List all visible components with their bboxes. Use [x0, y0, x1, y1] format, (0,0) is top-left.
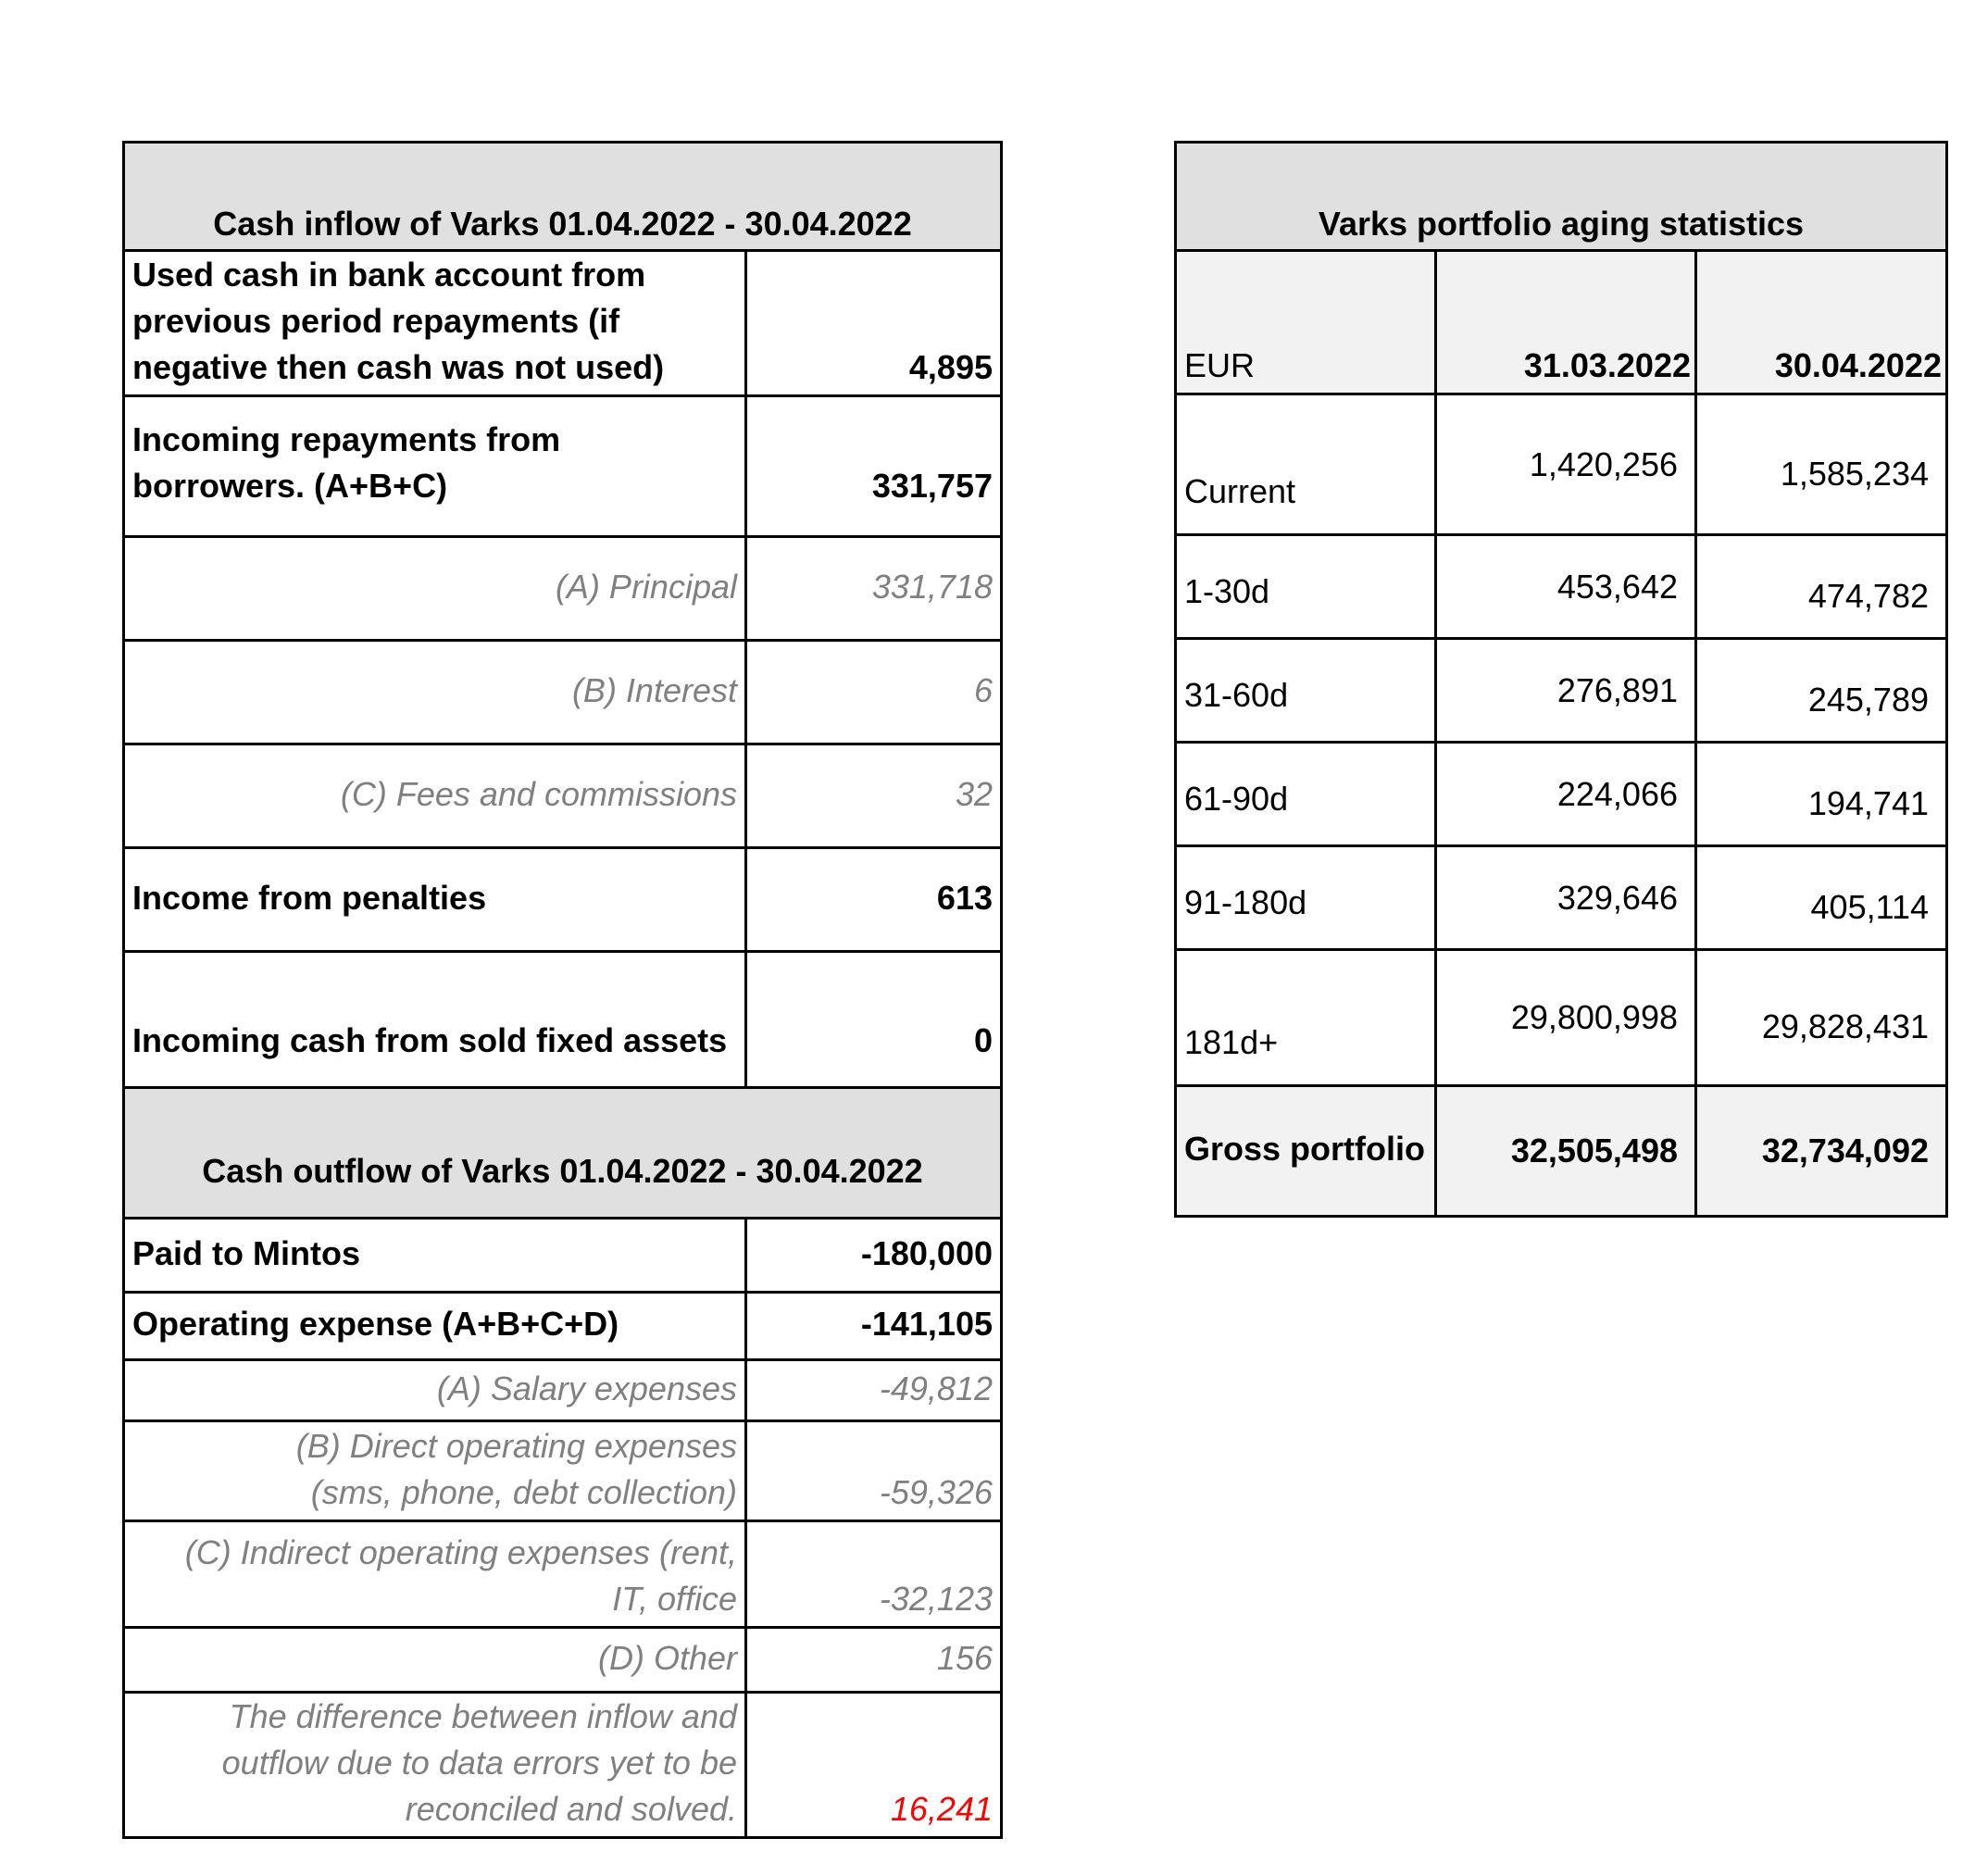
- inflow-subrow-value: 6: [746, 641, 1002, 744]
- aging-value-31-03: 276,891: [1436, 639, 1696, 743]
- inflow-row-value: 613: [746, 848, 1002, 952]
- cash-flow-table: [122, 141, 1003, 1839]
- inflow-subrow-label: (C) Fees and commissions: [124, 744, 746, 848]
- outflow-subrow-label: (C) Indirect operating expenses (rent, IT, office: [124, 1521, 746, 1628]
- aging-value-31-03: 329,646: [1436, 846, 1696, 950]
- aging-bucket-label: 61-90d: [1176, 743, 1436, 846]
- outflow-row-label: Operating expense (A+B+C+D): [124, 1293, 746, 1360]
- aging-value-31-03: 1,420,256: [1436, 394, 1696, 535]
- inflow-row-label: Income from penalties: [124, 848, 746, 952]
- aging-column-header: 30.04.2022: [1696, 251, 1947, 394]
- aging-bucket-label: 31-60d: [1176, 639, 1436, 743]
- aging-value-30-04: 245,789: [1696, 639, 1947, 743]
- aging-title: Varks portfolio aging statistics: [1176, 143, 1947, 251]
- inflow-subrow-label: (A) Principal: [124, 537, 746, 641]
- aging-column-header: EUR: [1176, 251, 1436, 394]
- aging-value-31-03: 453,642: [1436, 535, 1696, 639]
- aging-column-header: 31.03.2022: [1436, 251, 1696, 394]
- outflow-subrow-label: (A) Salary expenses: [124, 1360, 746, 1421]
- aging-bucket-label: 91-180d: [1176, 846, 1436, 950]
- inflow-row-value: 4,895: [746, 251, 1002, 396]
- inflow-subrow-value: 32: [746, 744, 1002, 848]
- outflow-subrow-value: -49,812: [746, 1360, 1002, 1421]
- aging-value-30-04: 29,828,431: [1696, 950, 1947, 1086]
- outflow-title: Cash outflow of Varks 01.04.2022 - 30.04.2022: [124, 1088, 1002, 1219]
- aging-value-30-04: 194,741: [1696, 743, 1947, 846]
- portfolio-aging-table: [1174, 141, 1948, 1218]
- inflow-row-value: 331,757: [746, 396, 1002, 537]
- aging-bucket-label: Current: [1176, 394, 1436, 535]
- gross-portfolio-value-31-03: 32,505,498: [1436, 1086, 1696, 1217]
- aging-value-30-04: 1,585,234: [1696, 394, 1947, 535]
- aging-value-31-03: 224,066: [1436, 743, 1696, 846]
- outflow-row-label: Paid to Mintos: [124, 1219, 746, 1293]
- inflow-row-label: Used cash in bank account from previous period repayments (if negative then cash was not used): [124, 251, 746, 396]
- gross-portfolio-label: Gross portfolio: [1176, 1086, 1436, 1217]
- outflow-subrow-value: -59,326: [746, 1421, 1002, 1521]
- outflow-row-value: -180,000: [746, 1219, 1002, 1293]
- outflow-subrow-label: (D) Other: [124, 1628, 746, 1693]
- inflow-subrow-value: 331,718: [746, 537, 1002, 641]
- inflow-row-label: Incoming repayments from borrowers. (A+B+C): [124, 396, 746, 537]
- inflow-subrow-label: (B) Interest: [124, 641, 746, 744]
- aging-bucket-label: 1-30d: [1176, 535, 1436, 639]
- inflow-row-label: Incoming cash from sold fixed assets: [124, 952, 746, 1088]
- outflow-subrow-label: (B) Direct operating expenses (sms, phone, debt collection): [124, 1421, 746, 1521]
- aging-value-30-04: 405,114: [1696, 846, 1947, 950]
- outflow-subrow-value: -32,123: [746, 1521, 1002, 1628]
- inflow-title: Cash inflow of Varks 01.04.2022 - 30.04.2022: [124, 143, 1002, 251]
- aging-bucket-label: 181d+: [1176, 950, 1436, 1086]
- aging-value-31-03: 29,800,998: [1436, 950, 1696, 1086]
- outflow-subrow-label: The difference between inflow and outflow due to data errors yet to be reconciled and solved.: [124, 1693, 746, 1838]
- inflow-row-value: 0: [746, 952, 1002, 1088]
- reconciliation-difference-value: 16,241: [746, 1693, 1002, 1838]
- outflow-subrow-value: 156: [746, 1628, 1002, 1693]
- outflow-row-value: -141,105: [746, 1293, 1002, 1360]
- gross-portfolio-value-30-04: 32,734,092: [1696, 1086, 1947, 1217]
- aging-value-30-04: 474,782: [1696, 535, 1947, 639]
